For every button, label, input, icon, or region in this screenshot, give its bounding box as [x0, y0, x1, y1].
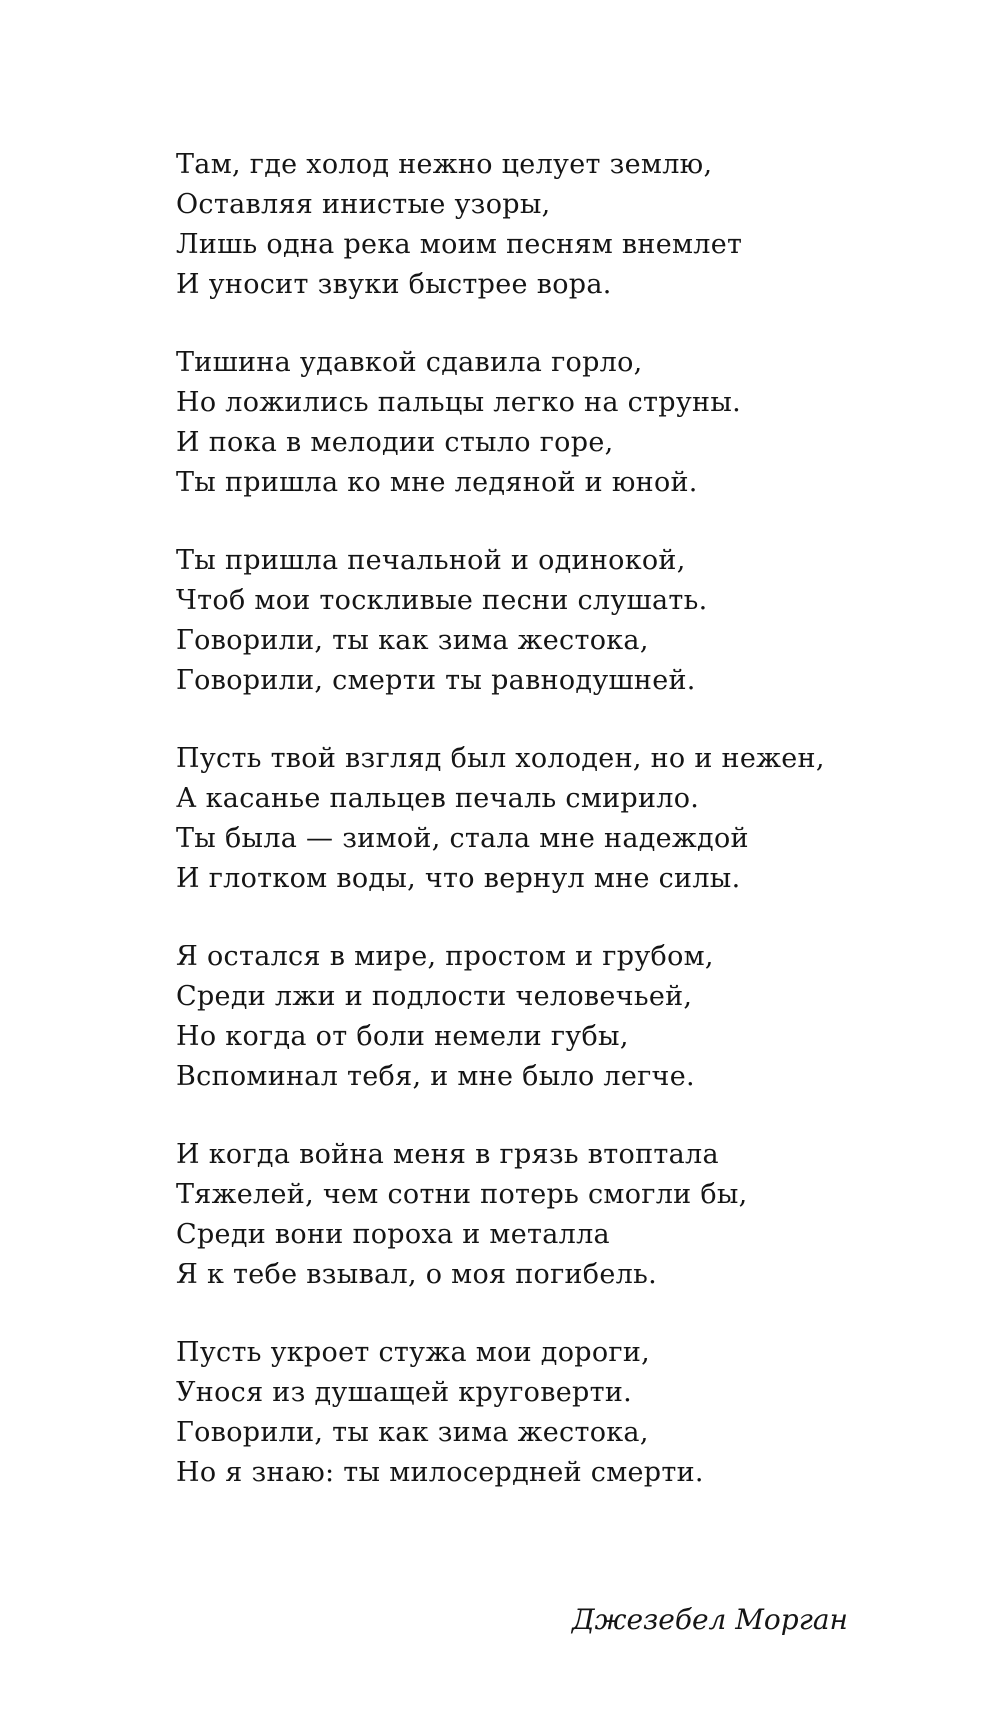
- poem-line: Тяжелей, чем сотни потерь смогли бы,: [176, 1179, 748, 1210]
- stanza-4: [176, 739, 916, 899]
- poem-line: Лишь одна река моим песням внемлет: [176, 229, 743, 260]
- stanza-1: [176, 145, 916, 305]
- poem-line: Но ложились пальцы легко на струны.: [176, 387, 742, 418]
- stanza-5: [176, 937, 916, 1097]
- poem-line: Я к тебе взывал, о моя погибель.: [176, 1259, 657, 1290]
- poem-line: Среди вони пороха и металла: [176, 1219, 610, 1250]
- poem-line: Я остался в мире, простом и грубом,: [176, 941, 714, 972]
- poem-line: И глотком воды, что вернул мне силы.: [176, 863, 741, 894]
- poem-line: Пусть твой взгляд был холоден, но и нежен,: [176, 743, 825, 774]
- poem-line: Ты пришла ко мне ледяной и юной.: [176, 467, 698, 498]
- poem-line: Среди лжи и подлости человечьей,: [176, 981, 693, 1012]
- stanza-2: [176, 343, 916, 503]
- poem-line: Пусть укроет стужа мои дороги,: [176, 1337, 651, 1368]
- poem: [176, 145, 916, 1531]
- poem-line: Унося из душащей круговерти.: [176, 1377, 632, 1408]
- poem-line: Оставляя инистые узоры,: [176, 189, 551, 220]
- poem-line: А касанье пальцев печаль смирило.: [176, 783, 700, 814]
- poem-line: Но я знаю: ты милосердней смерти.: [176, 1457, 704, 1488]
- poem-line: Там, где холод нежно целует землю,: [176, 149, 713, 180]
- author-signature: Джезебел Морган: [571, 1603, 848, 1636]
- poem-line: И уносит звуки быстрее вора.: [176, 269, 612, 300]
- poem-line: Ты пришла печальной и одинокой,: [176, 545, 686, 576]
- poem-line: Говорили, ты как зима жестока,: [176, 625, 649, 656]
- stanza-6: [176, 1135, 916, 1295]
- poem-line: Вспоминал тебя, и мне было легче.: [176, 1061, 695, 1092]
- poem-line: Но когда от боли немели губы,: [176, 1021, 629, 1052]
- poem-line: Чтоб мои тоскливые песни слушать.: [176, 585, 708, 616]
- poem-line: И пока в мелодии стыло горе,: [176, 427, 614, 458]
- poem-line: Говорили, смерти ты равнодушней.: [176, 665, 696, 696]
- stanza-7: [176, 1333, 916, 1493]
- poem-line: Ты была — зимой, стала мне надеждой: [176, 823, 749, 854]
- stanza-3: [176, 541, 916, 701]
- poem-line: И когда война меня в грязь втоптала: [176, 1139, 719, 1170]
- poem-line: Говорили, ты как зима жестока,: [176, 1417, 649, 1448]
- poem-line: Тишина удавкой сдавила горло,: [176, 347, 643, 378]
